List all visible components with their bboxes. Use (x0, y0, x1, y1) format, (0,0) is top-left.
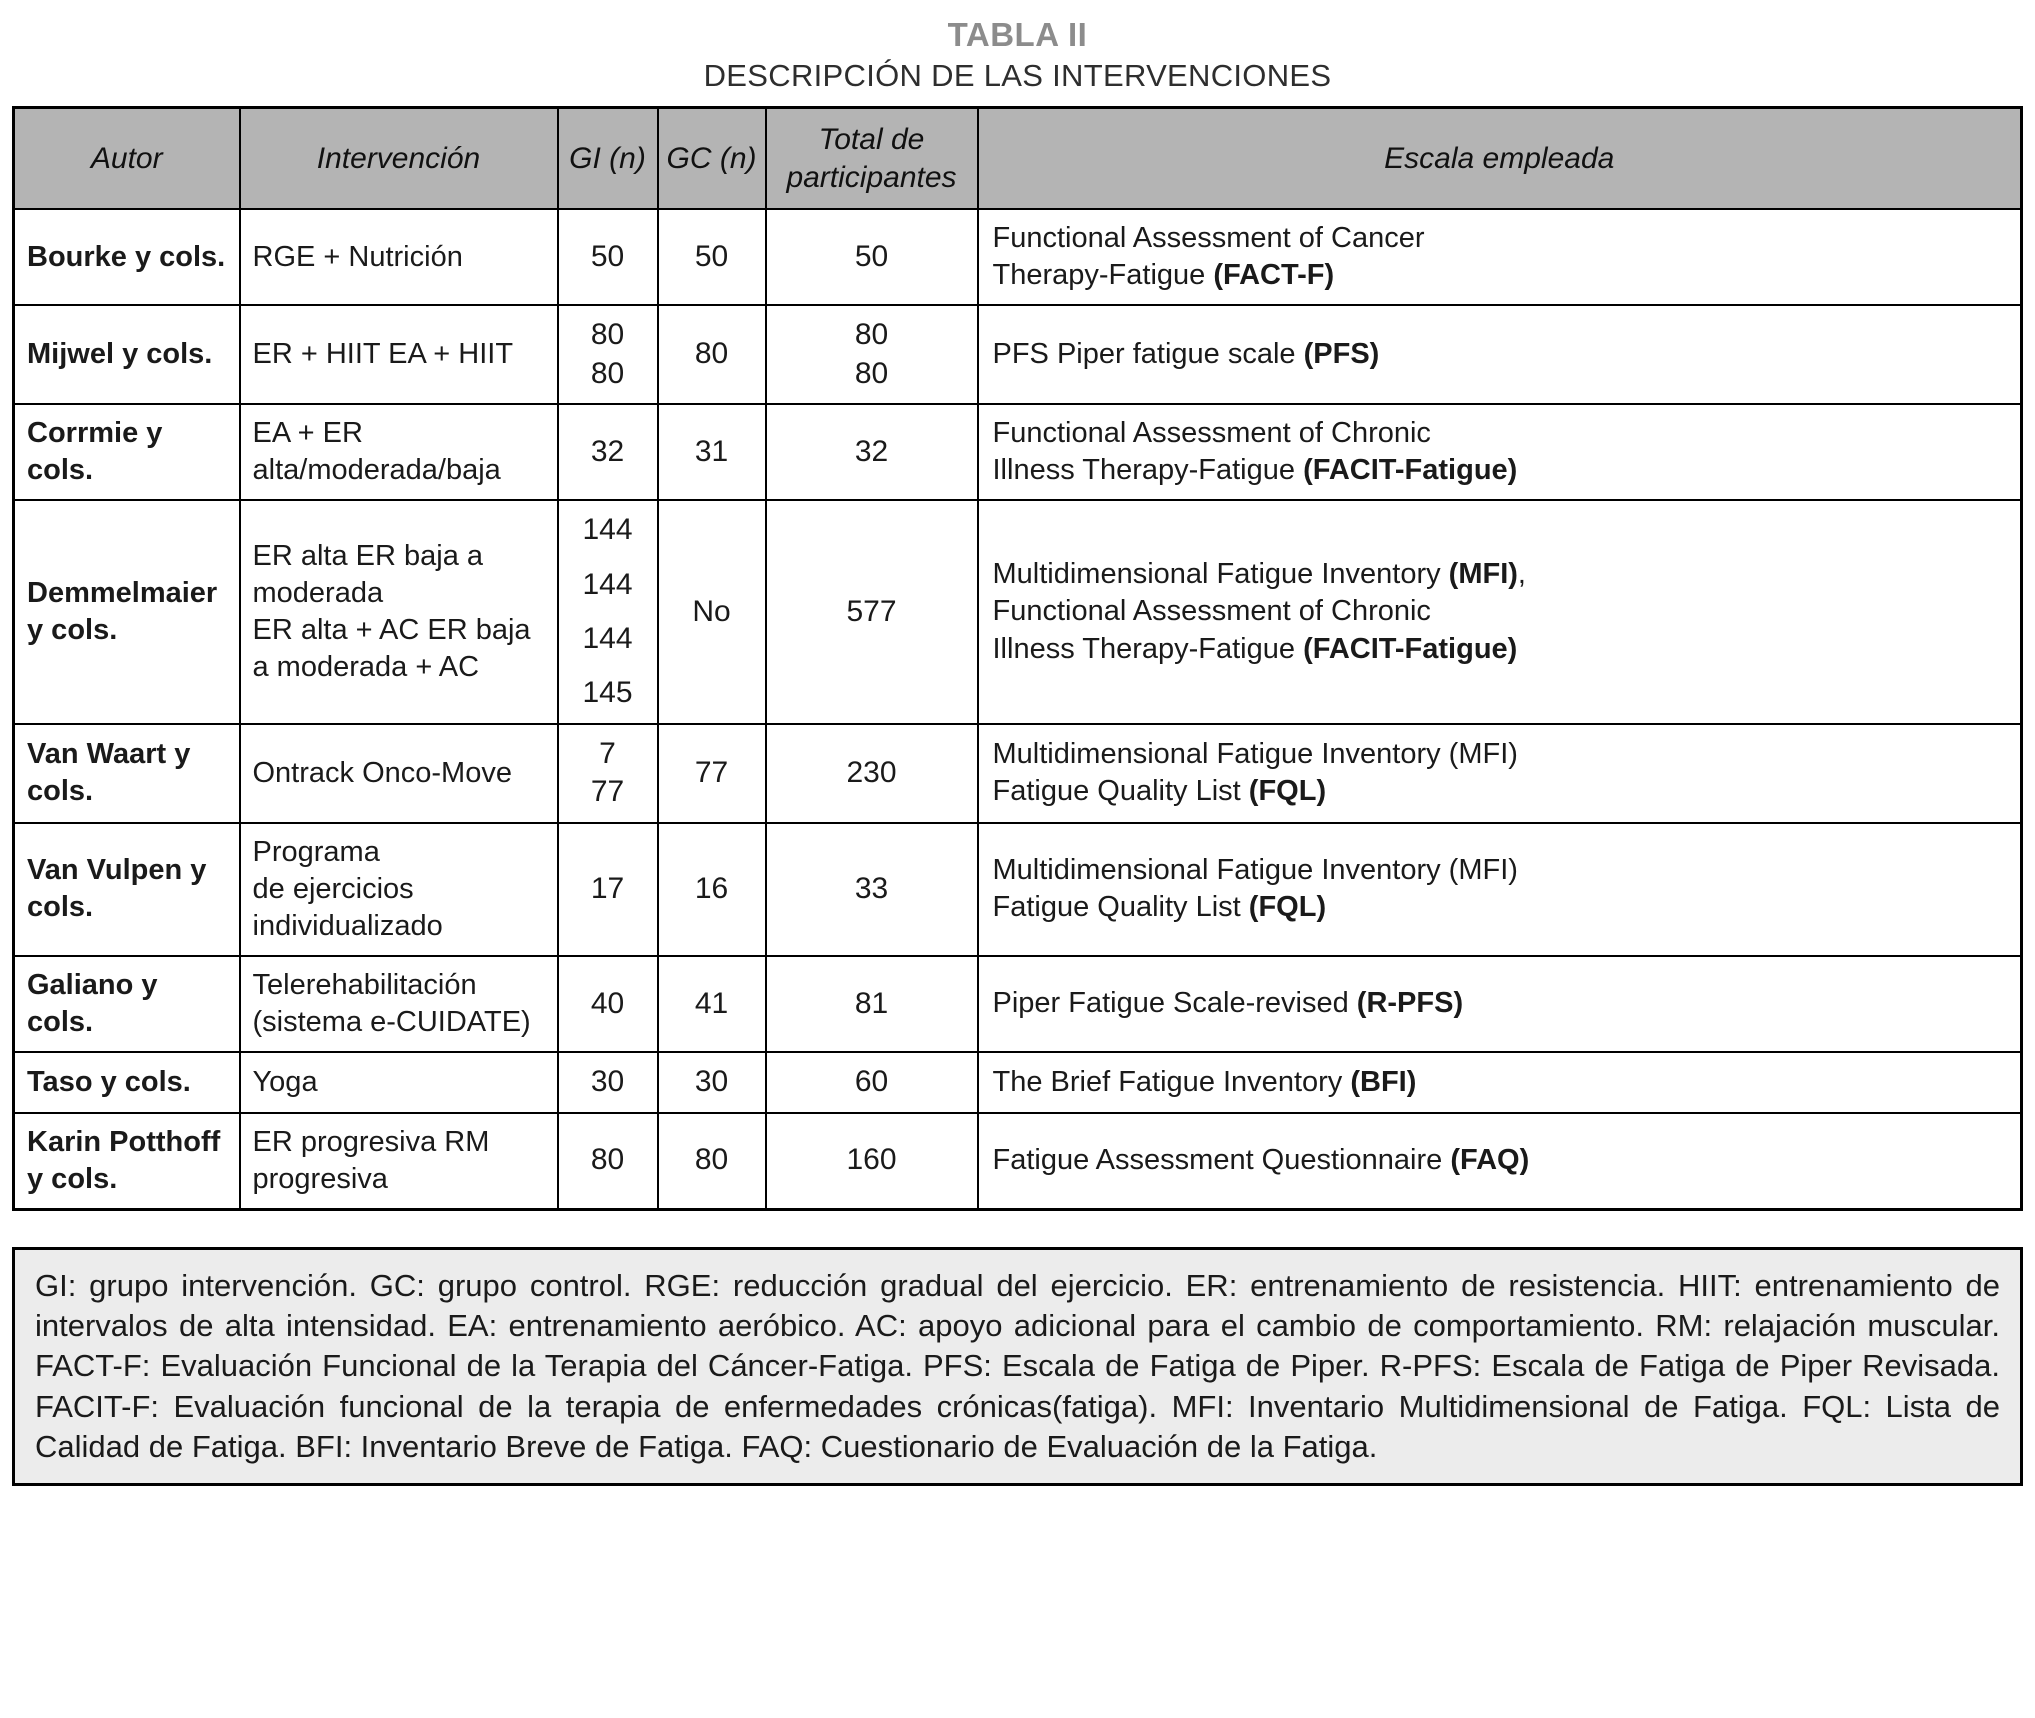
escala-cell (978, 209, 2022, 305)
table-row (14, 1052, 2022, 1112)
intervencion-cell-line: individualizado (252, 909, 443, 942)
autor-cell-line: Demmelmaier (27, 576, 218, 609)
table-title: TABLA II (947, 16, 1088, 53)
escala-cell-line: Functional Assessment of Cancer (992, 222, 1425, 254)
gi-cell-line: 80 (590, 1143, 625, 1177)
gc-cell-line: No (692, 594, 731, 628)
autor-cell-line: Van Vulpen y (27, 854, 207, 887)
autor-cell (14, 1052, 240, 1112)
gc-cell (658, 724, 766, 823)
total-cell-line: 60 (854, 1065, 889, 1099)
gi-cell-line: 144 (582, 622, 633, 655)
table-row (14, 1113, 2022, 1210)
autor-cell-line: y cols. (27, 614, 118, 646)
intervencion-cell-line: Telerehabilitación (252, 968, 477, 1001)
interventions-table (12, 106, 2023, 1211)
gi-cell-line: 80 (590, 318, 625, 352)
intervencion-cell-line: de ejercicios (252, 872, 414, 905)
table-head (14, 108, 2022, 210)
total-cell-line: 80 (854, 356, 889, 390)
intervencion-cell (240, 724, 558, 823)
intervencion-cell-line: Yoga (252, 1065, 318, 1098)
escala-cell-line: Multidimensional Fatigue Inventory (MFI) (992, 738, 1518, 771)
gc-cell (658, 404, 766, 500)
column-header-gc-n: GC (n) (658, 108, 766, 210)
escala-cell (978, 500, 2022, 724)
gc-cell-line: 16 (694, 872, 729, 906)
column-header-total-participantes: Total de participantes (766, 108, 978, 210)
gi-cell-line: 30 (590, 1065, 625, 1099)
autor-cell-line: y cols. (27, 1162, 118, 1195)
gc-cell (658, 823, 766, 956)
gi-cell-line: 77 (590, 775, 625, 809)
table-subtitle: DESCRIPCIÓN DE LAS INTERVENCIONES (703, 58, 1332, 93)
intervencion-cell-line: alta/moderada/baja (252, 454, 501, 487)
column-header-gi-n: GI (n) (558, 108, 658, 210)
gi-cell-line: 80 (590, 356, 625, 390)
autor-cell-line: cols. (27, 1006, 94, 1038)
escala-cell (978, 305, 2022, 404)
table-row (14, 956, 2022, 1052)
gi-cell (558, 209, 658, 305)
intervencion-cell-line: progresiva (252, 1162, 388, 1195)
intervencion-cell (240, 1113, 558, 1210)
intervencion-cell (240, 209, 558, 305)
gc-cell-line: 80 (694, 337, 729, 371)
table-row (14, 500, 2022, 724)
escala-cell-line: Illness Therapy-Fatigue (FACIT-Fatigue) (992, 454, 1518, 487)
escala-cell-line: Fatigue Assessment Questionnaire (FAQ) (992, 1144, 1530, 1177)
gc-cell-line: 50 (694, 239, 729, 273)
intervencion-cell-line: RGE + Nutrición (252, 240, 463, 273)
autor-cell (14, 404, 240, 500)
gc-cell (658, 1113, 766, 1210)
intervencion-cell (240, 956, 558, 1052)
escala-cell-line: Multidimensional Fatigue Inventory (MFI), (992, 558, 1526, 591)
autor-cell-line: cols. (27, 454, 94, 487)
escala-cell-line: Fatigue Quality List (FQL) (992, 891, 1327, 924)
intervencion-cell (240, 1052, 558, 1112)
autor-cell-line: Taso y cols. (27, 1065, 191, 1098)
column-header-escala-empleada: Escala empleada (978, 108, 2022, 210)
table-row (14, 209, 2022, 305)
gc-cell-line: 30 (694, 1065, 729, 1099)
intervencion-cell-line: ER + HIIT EA + HIIT (252, 338, 514, 371)
intervencion-cell (240, 500, 558, 724)
gi-cell (558, 305, 658, 404)
gc-cell-line: 80 (694, 1143, 729, 1177)
total-cell-line: 33 (854, 872, 889, 906)
escala-cell (978, 956, 2022, 1052)
autor-cell-line: cols. (27, 891, 94, 924)
total-cell (766, 1052, 978, 1112)
gi-cell-line: 144 (582, 513, 633, 547)
total-cell-line: 50 (854, 239, 889, 273)
intervencion-cell-line: a moderada + AC (252, 651, 480, 684)
total-cell-line: 160 (846, 1143, 897, 1177)
total-cell (766, 404, 978, 500)
autor-cell-line: Mijwel y cols. (27, 338, 213, 371)
table-row (14, 724, 2022, 823)
autor-cell-line: Corrmie y (27, 417, 163, 449)
column-header-autor: Autor (14, 108, 240, 210)
autor-cell (14, 500, 240, 724)
total-cell (766, 209, 978, 305)
escala-cell-line: Functional Assessment of Chronic (992, 595, 1431, 628)
escala-cell-line: Piper Fatigue Scale-revised (R-PFS) (992, 987, 1464, 1020)
escala-cell (978, 1113, 2022, 1210)
escala-cell-line: Multidimensional Fatigue Inventory (MFI) (992, 854, 1518, 887)
total-cell (766, 823, 978, 956)
total-cell-line: 32 (854, 434, 889, 468)
autor-cell (14, 956, 240, 1052)
total-cell (766, 500, 978, 724)
intervencion-cell (240, 305, 558, 404)
intervencion-cell-line: Ontrack Onco-Move (252, 756, 512, 789)
total-cell (766, 1113, 978, 1210)
gc-cell (658, 209, 766, 305)
gc-cell-line: 77 (694, 755, 729, 789)
escala-cell-line: PFS Piper fatigue scale (PFS) (992, 338, 1380, 371)
intervencion-cell-line: EA + ER (252, 417, 363, 449)
column-header-intervencion: Intervención (240, 108, 558, 210)
abbreviations-footnote: GI: grupo intervención. GC: grupo control. RGE: reducción gradual del ejercicio. ER: entrenamiento de resistencia. HIIT: entrenamiento de intervalos de alta intensidad. EA: entrenamiento aeróbico. AC: apoyo adicional para el cambio de comportamiento. RM: relajación muscular. FACT-F: Evaluación Funcional de la Terapia del Cáncer-Fatiga. PFS: Escala de Fatiga de Piper. R-PFS: Escala de Fatiga de Piper Revisada. FACIT-F: Evaluación funcional de la terapia de enfermedades crónicas(fatiga). MFI: Inventario Multidimensional de Fatiga. FQL: Lista de Calidad de Fatiga. BFI: Inventario Breve de Fatiga. FAQ: Cuestionario de Evaluación de la Fatiga. (12, 1247, 2023, 1486)
gc-cell-line: 41 (694, 986, 729, 1020)
autor-cell-line: cols. (27, 775, 94, 808)
table-header-row (14, 108, 2022, 210)
escala-cell-line: Functional Assessment of Chronic (992, 417, 1431, 449)
autor-cell-line: Karin Potthoff (27, 1125, 221, 1158)
escala-cell (978, 1052, 2022, 1112)
gi-cell-line: 40 (590, 986, 625, 1020)
autor-cell (14, 305, 240, 404)
intervencion-cell-line: (sistema e-CUIDATE) (252, 1006, 531, 1038)
intervencion-cell-line: ER alta + AC ER baja (252, 614, 531, 646)
gc-cell (658, 1052, 766, 1112)
escala-cell-line: Illness Therapy-Fatigue (FACIT-Fatigue) (992, 632, 1518, 665)
table-row (14, 305, 2022, 404)
gi-cell-line: 17 (590, 872, 625, 906)
intervencion-cell (240, 404, 558, 500)
intervencion-cell-line: ER progresiva RM (252, 1125, 490, 1158)
autor-cell (14, 823, 240, 956)
gi-cell (558, 956, 658, 1052)
escala-cell (978, 823, 2022, 956)
autor-cell (14, 209, 240, 305)
autor-cell (14, 1113, 240, 1210)
gc-cell (658, 956, 766, 1052)
total-cell (766, 956, 978, 1052)
gi-cell-line: 144 (582, 567, 633, 601)
autor-cell-line: Van Waart y (27, 738, 191, 771)
page (12, 16, 2023, 1486)
total-cell (766, 305, 978, 404)
gi-cell-line: 7 (599, 736, 616, 770)
gc-cell-line: 31 (694, 434, 729, 468)
autor-cell (14, 724, 240, 823)
gi-cell-line: 145 (582, 676, 633, 710)
total-cell-line: 230 (846, 755, 897, 789)
table-row (14, 404, 2022, 500)
table-body (14, 209, 2022, 1209)
total-cell-line: 577 (846, 594, 897, 628)
gi-cell (558, 1113, 658, 1210)
gi-cell (558, 823, 658, 956)
intervencion-cell-line: ER alta ER baja a (252, 539, 484, 572)
intervencion-cell-line: Programa (252, 835, 380, 868)
total-cell (766, 724, 978, 823)
escala-cell-line: The Brief Fatigue Inventory (BFI) (992, 1065, 1417, 1098)
escala-cell (978, 404, 2022, 500)
intervencion-cell (240, 823, 558, 956)
gi-cell (558, 724, 658, 823)
gi-cell (558, 1052, 658, 1112)
escala-cell (978, 724, 2022, 823)
gc-cell (658, 500, 766, 724)
gc-cell (658, 305, 766, 404)
autor-cell-line: Bourke y cols. (27, 240, 226, 273)
escala-cell-line: Therapy-Fatigue (FACT-F) (992, 259, 1335, 292)
total-cell-line: 81 (854, 986, 889, 1020)
gi-cell-line: 50 (590, 239, 625, 273)
gi-cell (558, 404, 658, 500)
intervencion-cell-line: moderada (252, 576, 384, 609)
total-cell-line: 80 (854, 318, 889, 352)
gi-cell (558, 500, 658, 724)
table-row (14, 823, 2022, 956)
autor-cell-line: Galiano y (27, 968, 158, 1001)
gi-cell-line: 32 (590, 434, 625, 468)
escala-cell-line: Fatigue Quality List (FQL) (992, 775, 1327, 808)
